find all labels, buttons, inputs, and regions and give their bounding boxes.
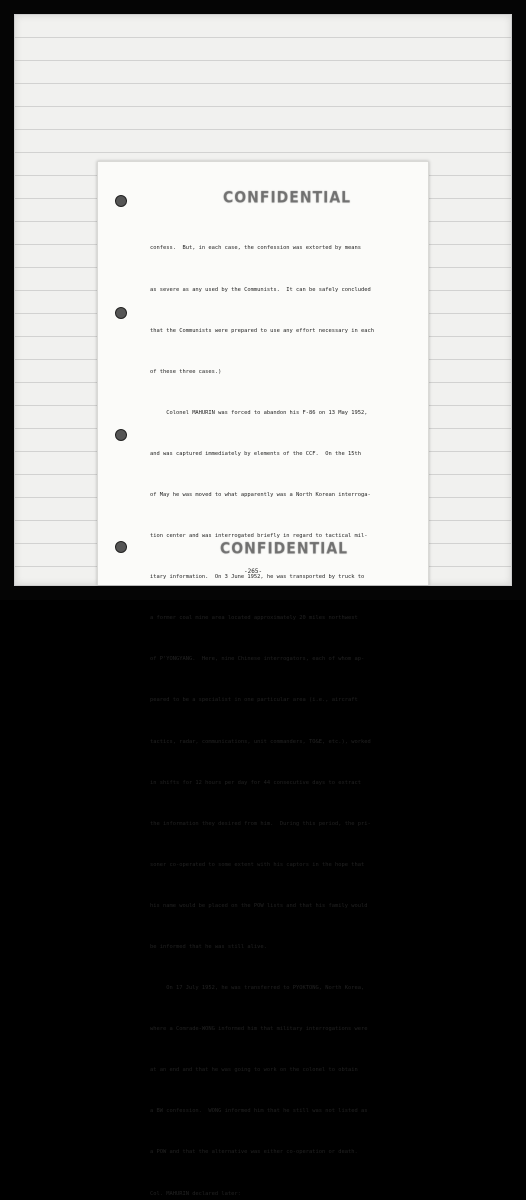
punch-hole	[115, 429, 127, 441]
body-line: confess. But, in each case, the confession was extorted by means	[150, 245, 361, 252]
body-line: at an end and that he was going to work on the colonel to obtain	[150, 1067, 358, 1074]
body-line: of May he was moved to what apparently was a North Korean interroga-	[150, 491, 371, 498]
body-line: tactics, radar, communications, unit commanders, TO&E, etc.), worked	[150, 738, 371, 745]
punch-hole	[115, 541, 127, 553]
body-line: On 17 July 1952, he was transferred to PYOKTONG, North Korea,	[150, 985, 365, 992]
punch-hole	[115, 195, 127, 207]
classification-stamp-top: CONFIDENTIAL	[223, 188, 352, 208]
body-line: of these three cases.)	[150, 368, 222, 375]
classification-stamp-bottom: CONFIDENTIAL	[220, 539, 349, 559]
body-line: a POW and that the alternative was either co-operation or death.	[150, 1149, 358, 1156]
body-line: and was captured immediately by elements of the CCF. On the 15th	[150, 450, 361, 457]
body-line: soner co-operated to some extent with his captors in the hope that	[150, 861, 365, 868]
body-line: of P'YONGYANG. Here, nine Chinese interrogators, each of whom ap-	[150, 656, 365, 663]
body-line: Colonel MAHURIN was forced to abandon his F-86 on 13 May 1952,	[150, 409, 368, 416]
body-line: that the Communists were prepared to use any effort necessary in each	[150, 327, 374, 334]
punch-hole	[115, 307, 127, 319]
body-line: where a Comrade-WONG informed him that military interrogations were	[150, 1026, 368, 1033]
body-line: itary information. On 3 June 1952, he was transported by truck to	[150, 574, 365, 581]
body-line: a BW confession. WONG informed him that he still was not listed as	[150, 1108, 368, 1115]
page-number: -265-	[244, 568, 263, 575]
body-line: in shifts for 12 hours per day for 44 consecutive days to extract	[150, 779, 361, 786]
body-line: tion center and was interrogated briefly in regard to tactical mil-	[150, 533, 368, 540]
document-body	[150, 215, 422, 1200]
body-line: as severe as any used by the Communists. It can be safely concluded	[150, 286, 371, 293]
body-line: be informed that he was still alive.	[150, 944, 267, 950]
body-line: his name would be placed on the POW lists and that his family would	[150, 902, 368, 909]
body-line: peared to be a specialist in one particular area (i.e., aircraft	[150, 697, 358, 704]
body-line: the information they desired from him. During this period, the pri-	[150, 820, 371, 827]
body-line: a former coal mine area located approximately 20 miles northwest	[150, 615, 358, 622]
body-line: Col. MAHURIN declared later:	[150, 1190, 241, 1197]
document-page	[97, 161, 429, 1197]
